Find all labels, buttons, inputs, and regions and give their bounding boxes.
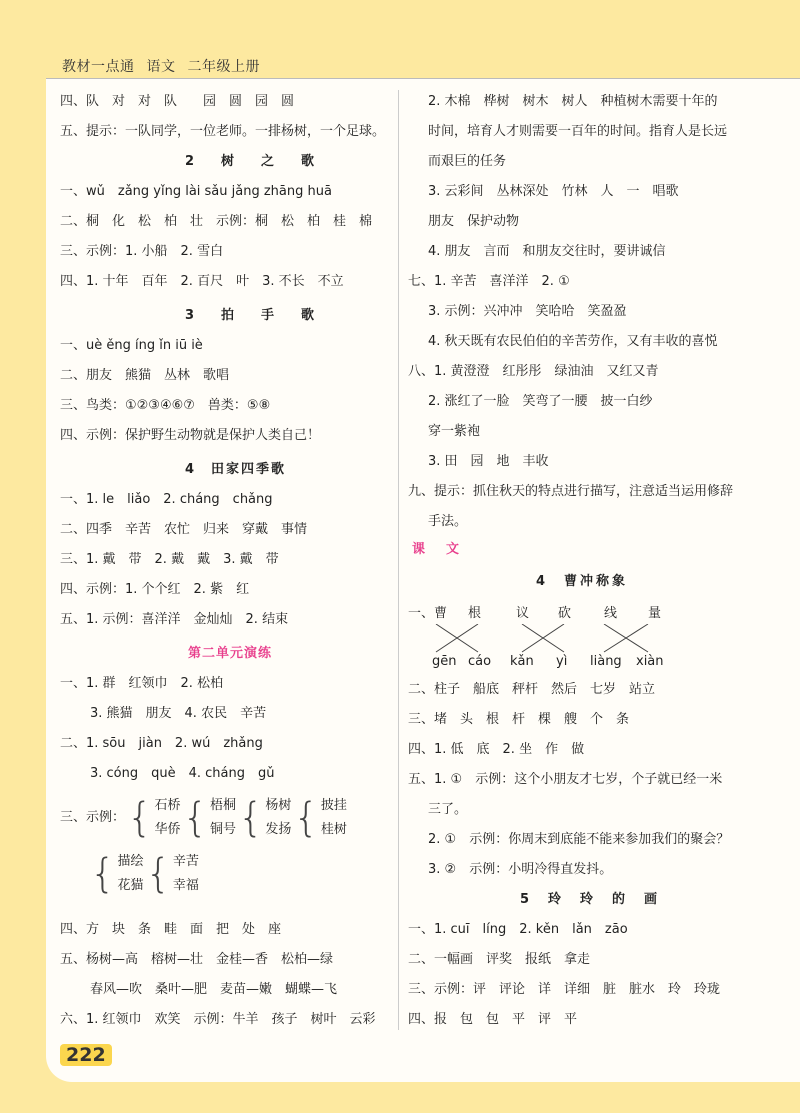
section-heading: 课 文 [412, 542, 464, 557]
answer-line: 时间，培育人才则需要一百年的时间。指育人是长远 [428, 124, 728, 139]
answer-line: 四、队 对 对 队 园 圆 园 圆 [60, 94, 295, 109]
word: 描绘 [117, 854, 144, 869]
answer-line: 3. 熊猫 朋友 4. 农民 辛苦 [90, 706, 267, 721]
word: 梧桐 [209, 798, 236, 813]
word: 石桥 [154, 798, 181, 813]
answer-line: 朋友 保护动物 [428, 214, 520, 229]
answer-line: 二、桐 化 松 柏 壮 示例：桐 松 柏 桂 棉 [60, 214, 373, 229]
lesson-title: 3 拍 手 歌 [185, 308, 322, 323]
answer-line: 八、1. 黄澄澄 红彤彤 绿油油 又红又青 [408, 364, 659, 379]
column-divider [398, 90, 399, 1030]
word-pair [210, 794, 236, 842]
word: 幸福 [172, 878, 199, 893]
word: 披挂 [320, 798, 347, 813]
word: 桂树 [320, 822, 347, 837]
answer-line: 四、示例：保护野生动物就是保护人类自己！ [60, 428, 321, 443]
unit-title: 第二单元演练 [188, 646, 273, 661]
answer-label: 三、示例： [60, 810, 126, 825]
answer-line: 春风—吹 桑叶—肥 麦苗—嫩 蝴蝶—飞 [90, 982, 338, 997]
pinyin: yì [556, 654, 568, 669]
answer-line: 3. ② 示例：小明冷得直发抖。 [428, 862, 613, 877]
answer-line: 四、报 包 包 平 评 平 [408, 1012, 578, 1027]
char: 根 [468, 606, 482, 621]
pinyin: liàng [590, 654, 622, 669]
word-pair [173, 850, 199, 898]
answer-line: 2. ① 示例：你周末到底能不能来参加我们的聚会？ [428, 832, 730, 847]
answer-line: 二、柱子 船底 秤杆 然后 七岁 站立 [408, 682, 656, 697]
answer-line: 3. 田 园 地 丰收 [428, 454, 549, 469]
pinyin: gēn [432, 654, 457, 669]
pinyin: xiàn [636, 654, 664, 669]
bracket-group-row [60, 794, 347, 842]
lesson-title: 4 田家四季歌 [185, 462, 287, 477]
lesson-title: 5 玲 玲 的 画 [520, 892, 661, 907]
char-match-row [408, 606, 447, 622]
answer-line: 三、鸟类：①②③④⑥⑦ 兽类：⑤⑧ [60, 398, 271, 413]
answer-line: 七、1. 辛苦 喜洋洋 2. ① [408, 274, 570, 289]
lesson-title: 4 曹冲称象 [536, 574, 629, 589]
answer-line: 二、1. sōu jiàn 2. wú zhǎng [60, 736, 263, 751]
header-subject: 语文 [146, 59, 176, 75]
word: 铜号 [209, 822, 236, 837]
answer-line: 而艰巨的任务 [428, 154, 507, 169]
brace-icon: { [182, 795, 208, 841]
answer-line: 五、杨树—高 榕树—壮 金桂—香 松柏—绿 [60, 952, 334, 967]
answer-line: 4. 朋友 言而 和朋友交往时，要讲诚信 [428, 244, 666, 259]
answer-line: 3. cóng què 4. cháng gǔ [90, 766, 275, 781]
char: 议 [516, 606, 530, 621]
char: 砍 [558, 606, 572, 621]
answer-line: 四、方 块 条 畦 面 把 处 座 [60, 922, 282, 937]
pinyin: kǎn [510, 654, 534, 669]
char: 一、曹 [408, 606, 448, 621]
answer-line: 一、wǔ zǎng yǐng lài sǎu jǎng zhāng huā [60, 184, 332, 199]
answer-line: 3. 示例：兴冲冲 笑哈哈 笑盈盈 [428, 304, 627, 319]
brace-icon: { [293, 795, 319, 841]
answer-line: 三、示例：1. 小船 2. 雪白 [60, 244, 224, 259]
answer-line: 3. 云彩间 丛林深处 竹林 人 一 唱歌 [428, 184, 679, 199]
answer-line: 二、朋友 熊猫 丛林 歌唱 [60, 368, 230, 383]
answer-line: 三、示例：评 评论 详 详细 脏 脏水 玲 玲珑 [408, 982, 721, 997]
word-pair [321, 794, 347, 842]
answer-line: 六、1. 红领巾 欢笑 示例：牛羊 孩子 树叶 云彩 [60, 1012, 376, 1027]
answer-line: 四、1. 低 底 2. 坐 作 做 [408, 742, 585, 757]
answer-line: 一、1. 群 红领巾 2. 松柏 [60, 676, 224, 691]
header-grade: 二年级上册 [187, 59, 260, 75]
word-pair [154, 794, 180, 842]
word-pair [117, 850, 143, 898]
answer-line: 穿一紫袍 [428, 424, 481, 439]
word: 发扬 [265, 822, 292, 837]
word: 华侨 [154, 822, 181, 837]
answer-line: 三、堵 头 根 杆 棵 艘 个 条 [408, 712, 630, 727]
brace-icon: { [90, 851, 116, 897]
char: 量 [648, 606, 662, 621]
match-lines [426, 624, 666, 654]
answer-line: 一、1. le liǎo 2. cháng chǎng [60, 492, 273, 507]
word: 花猫 [117, 878, 144, 893]
answer-line: 五、1. 示例：喜洋洋 金灿灿 2. 结束 [60, 612, 289, 627]
answer-line: 四、1. 十年 百年 2. 百尺 叶 3. 不长 不立 [60, 274, 344, 289]
lesson-title: 2 树 之 歌 [185, 154, 322, 169]
answer-line: 4. 秋天既有农民伯伯的辛苦劳作，又有丰收的喜悦 [428, 334, 718, 349]
page-number: 222 [60, 1044, 112, 1066]
word: 辛苦 [172, 854, 199, 869]
pinyin: cáo [468, 654, 492, 669]
header-rule [46, 78, 800, 79]
answer-line: 手法。 [428, 514, 468, 529]
answer-line: 三、1. 戴 带 2. 戴 戴 3. 戴 带 [60, 552, 279, 567]
brace-icon: { [145, 851, 171, 897]
answer-line: 五、1. ① 示例：这个小朋友才七岁，个子就已经一米 [408, 772, 723, 787]
answer-line: 四、示例：1. 个个红 2. 紫 红 [60, 582, 250, 597]
header-book: 教材一点通 [62, 59, 135, 75]
answer-line: 九、提示：抓住秋天的特点进行描写，注意适当运用修辞 [408, 484, 734, 499]
running-header [62, 56, 272, 76]
answer-line: 五、提示：一队同学，一位老师。一排杨树，一个足球。 [60, 124, 386, 139]
answer-line: 二、四季 辛苦 农忙 归来 穿戴 事情 [60, 522, 308, 537]
brace-icon: { [127, 795, 153, 841]
answer-line: 一、uè ěng íng ǐn iū iè [60, 338, 203, 353]
bracket-group-row [88, 850, 199, 898]
answer-line: 一、1. cuī líng 2. kěn lǎn zāo [408, 922, 628, 937]
char: 线 [604, 606, 618, 621]
word-pair [265, 794, 291, 842]
answer-line: 二、一幅画 评奖 报纸 拿走 [408, 952, 591, 967]
bottom-margin [0, 1082, 800, 1113]
brace-icon: { [237, 795, 264, 841]
word: 杨树 [265, 798, 292, 813]
answer-line: 2. 涨红了一脸 笑弯了一腰 披一白纱 [428, 394, 653, 409]
answer-line: 2. 木棉 桦树 树木 树人 种植树木需要十年的 [428, 94, 718, 109]
answer-line: 三了。 [428, 802, 468, 817]
